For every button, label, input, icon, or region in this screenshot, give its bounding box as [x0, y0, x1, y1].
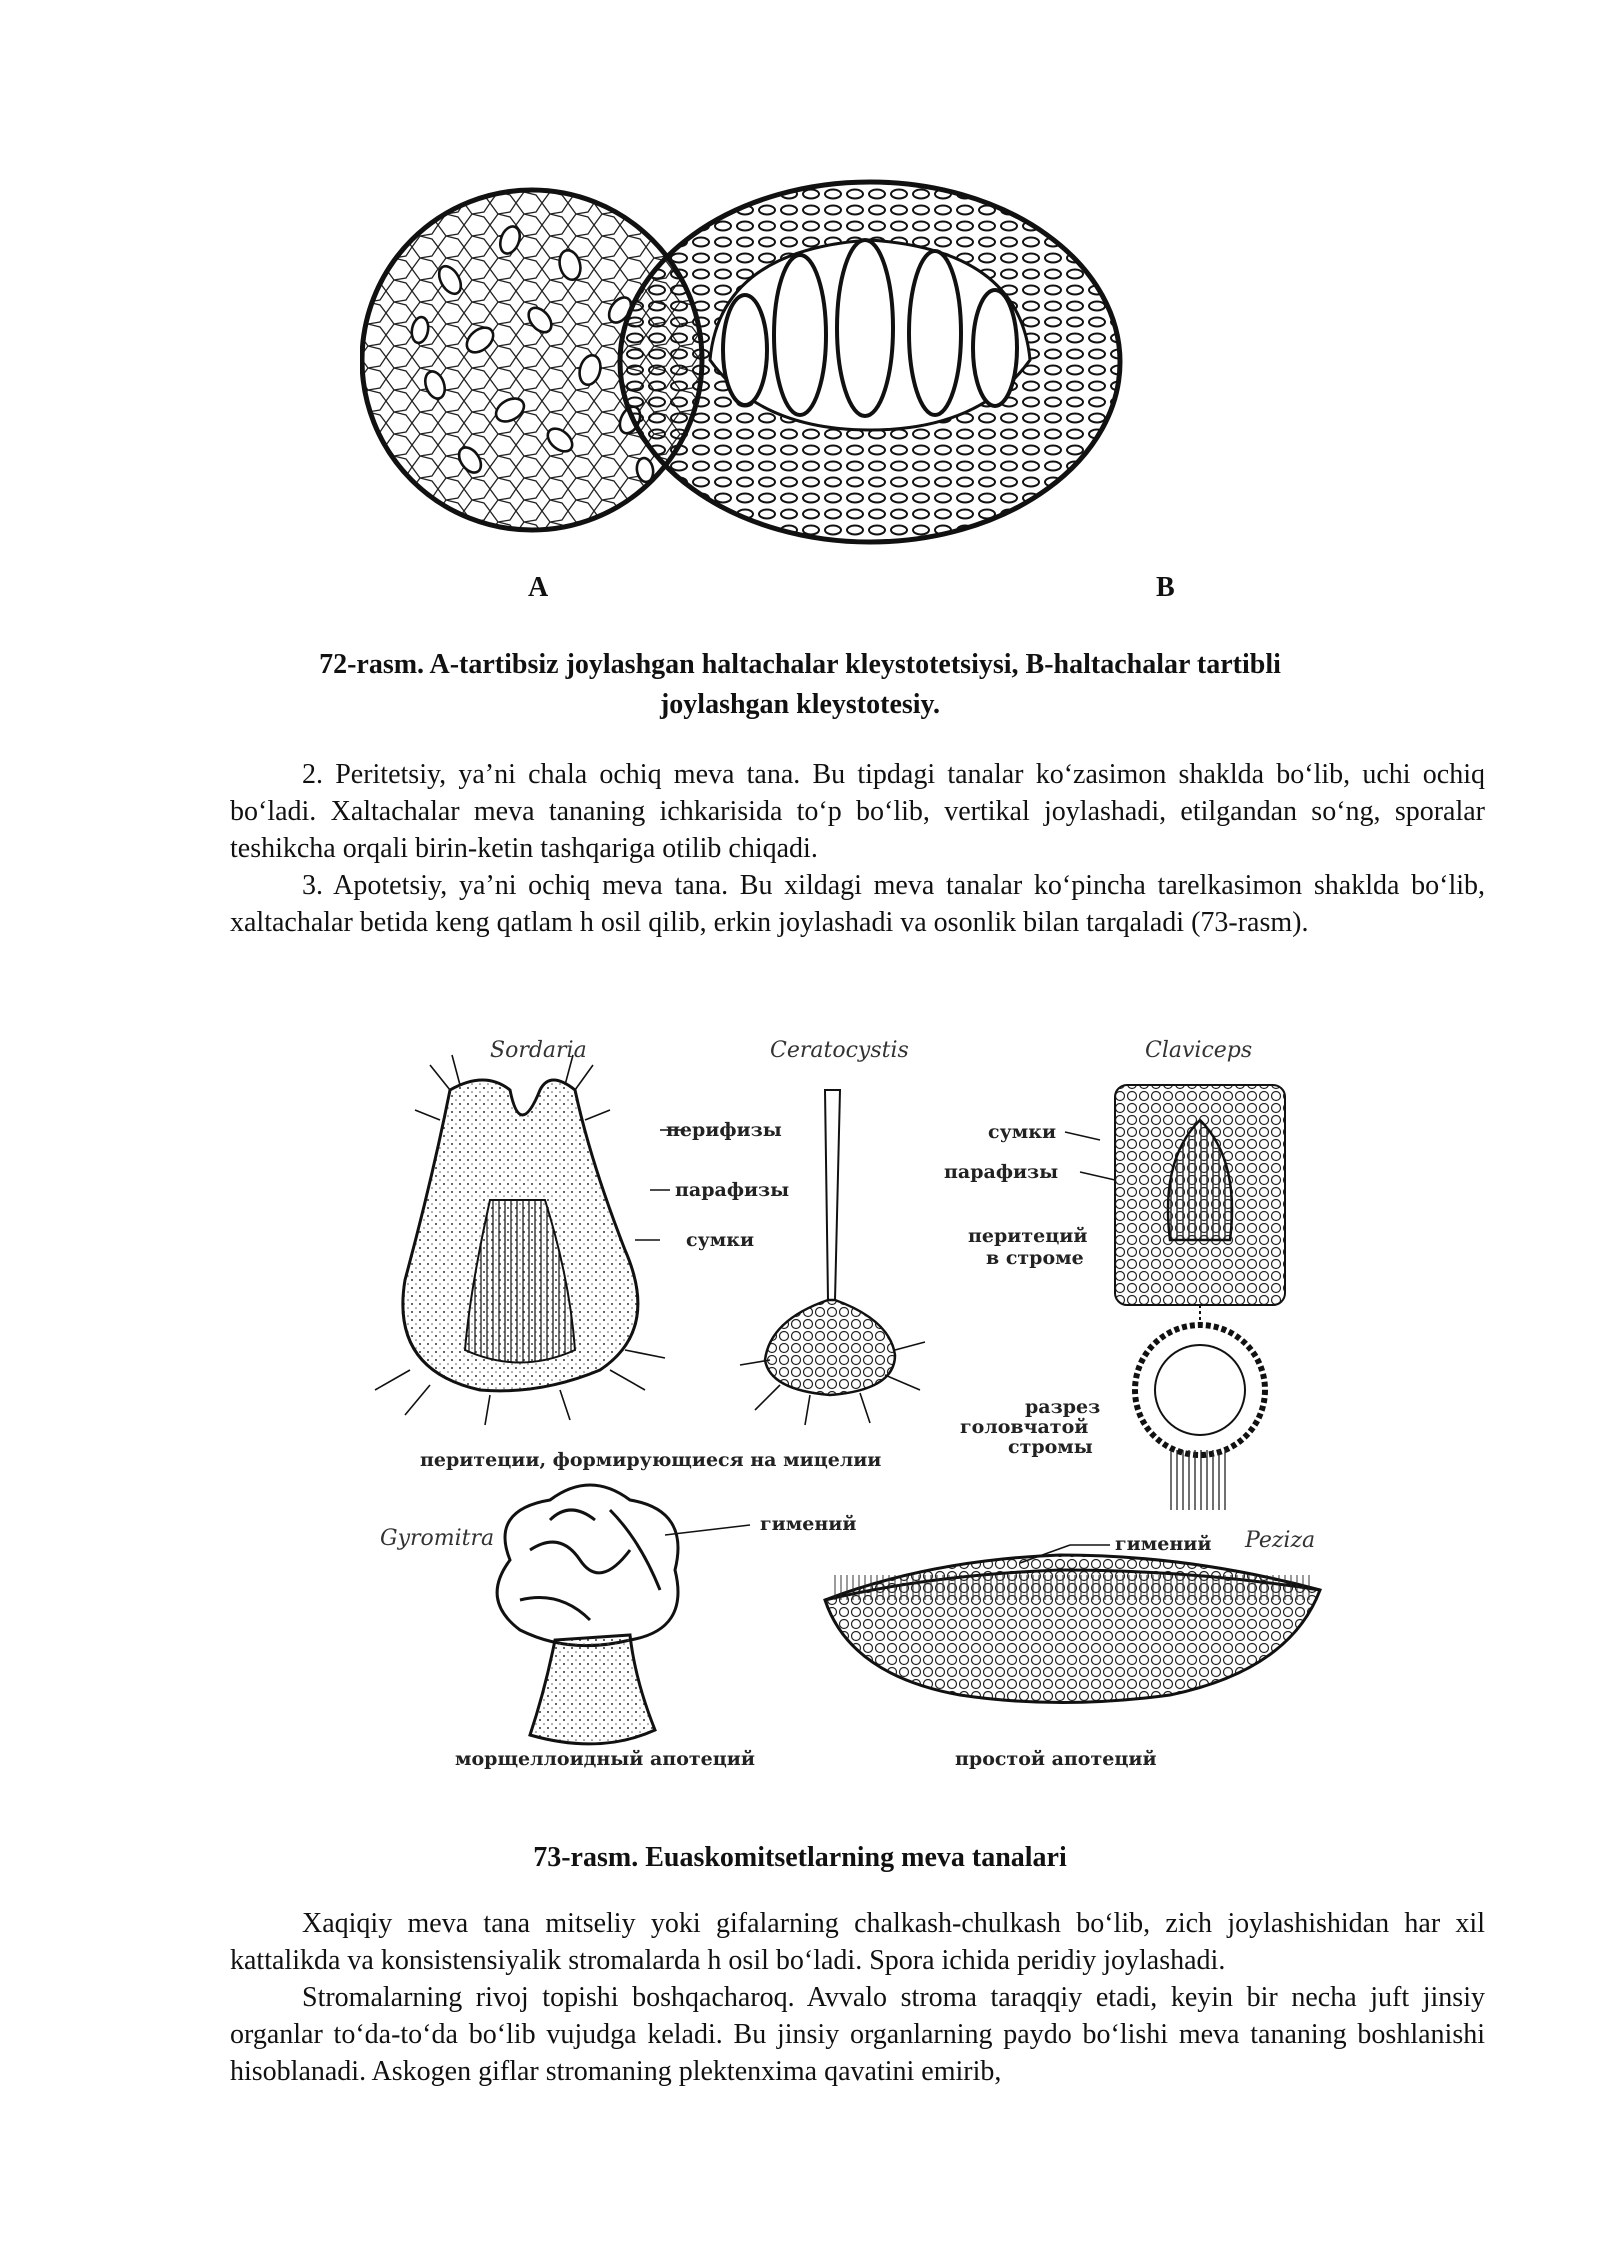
figure-73-caption: 73-rasm. Euaskomitsetlarning meva tanalari: [533, 1842, 1067, 1873]
razrez-line3-label: стромы: [1008, 1436, 1093, 1458]
sordaria-perithecium-drawing: [375, 1055, 665, 1425]
ceratocystis-label: Ceratocystis: [770, 1038, 909, 1063]
parafizy-label: парафизы: [675, 1179, 790, 1201]
figure-72-caption-line2: joylashgan kleystotesiy.: [659, 689, 941, 720]
figure-73-drawings: [370, 1030, 1330, 1790]
claviceps-label: Claviceps: [1145, 1038, 1253, 1063]
paragraph-apothecium: 3. Apotetsiy, ya’ni ochiq meva tana. Bu xildagi meva tanalar ko‘pincha tarelkasimon shaklda bo‘lib, xaltachalar betida keng qatlam h osil qilib, erkin joylashadi va osonlik bilan tarqaladi (73-rasm).: [230, 870, 1485, 938]
peritecii-line1-label: перитеций: [968, 1225, 1088, 1247]
cleistothecium-b-drawing: [620, 182, 1120, 542]
peziza-drawing: [825, 1555, 1320, 1703]
parafizy-right-label: парафизы: [944, 1161, 1059, 1183]
claviceps-drawing: [1115, 1085, 1285, 1510]
razrez-line1-label: разрез: [1025, 1396, 1101, 1418]
razrez-line2-label: головчатой: [960, 1416, 1089, 1438]
figure-72-drawings: [360, 170, 1430, 560]
gimenii-left-label: гимений: [760, 1513, 857, 1535]
paragraph-stroma-development: Stromalarning rivoj topishi boshqacharoq. Avvalo stroma taraqqiy etadi, keyin bir necha juft jinsiy organlar to‘da-to‘da bo‘lib vujudga keladi. Bu jinsiy organlarning paydo bo‘lishi meva tananing boshlanishi hisoblanadi. Askogen giflar stromaning plektenxima qavatini emirib,: [230, 1982, 1485, 2087]
prostoi-label: простой апотеций: [955, 1748, 1157, 1770]
morshelloid-label: морщеллоидный апотеций: [455, 1748, 755, 1770]
sumki-label: сумки: [686, 1229, 755, 1251]
gyromitra-label: Gyromitra: [380, 1526, 495, 1551]
figure-72-caption: [230, 645, 1370, 725]
perifizy-label: перифизы: [666, 1119, 782, 1141]
figure-72-label-a: A: [528, 572, 549, 603]
paragraph-true-fruit-body: Xaqiqiy meva tana mitseliy yoki gifalarning chalkash-chulkash bo‘lib, zich joylashishidan har xil kattalikda va konsistensiyalik stromalarda h osil bo‘ladi. Spora ichida peridiy joylashadi.: [230, 1908, 1485, 1976]
peziza-label: Peziza: [1245, 1528, 1316, 1553]
sordaria-label: Sordaria: [490, 1038, 587, 1063]
gyromitra-drawing: [497, 1485, 678, 1744]
gimenii-right-label: гимений: [1115, 1533, 1212, 1555]
figure-72-label-b: B: [1156, 572, 1175, 603]
peritecii-mycelium-label: перитеции, формирующиеся на мицелии: [420, 1449, 882, 1471]
sumki-right-label: сумки: [988, 1121, 1057, 1143]
paragraph-perithecium: 2. Peritetsiy, ya’ni chala ochiq meva tana. Bu tipdagi tanalar ko‘zasimon shaklda bo‘lib, uchi ochiq bo‘ladi. Xaltachalar meva tananing ichkarisida to‘p bo‘lib, vertikal joylashadi, etilgandan so‘ng, sporalar teshikcha orqali birin-ketin tashqariga otilib chiqadi.: [230, 759, 1485, 864]
figure-72-caption-line1: 72-rasm. A-tartibsiz joylashgan haltachalar kleystotetsiysi, B-haltachalar tartibli: [319, 649, 1281, 680]
peritecii-line2-label: в строме: [986, 1247, 1084, 1269]
